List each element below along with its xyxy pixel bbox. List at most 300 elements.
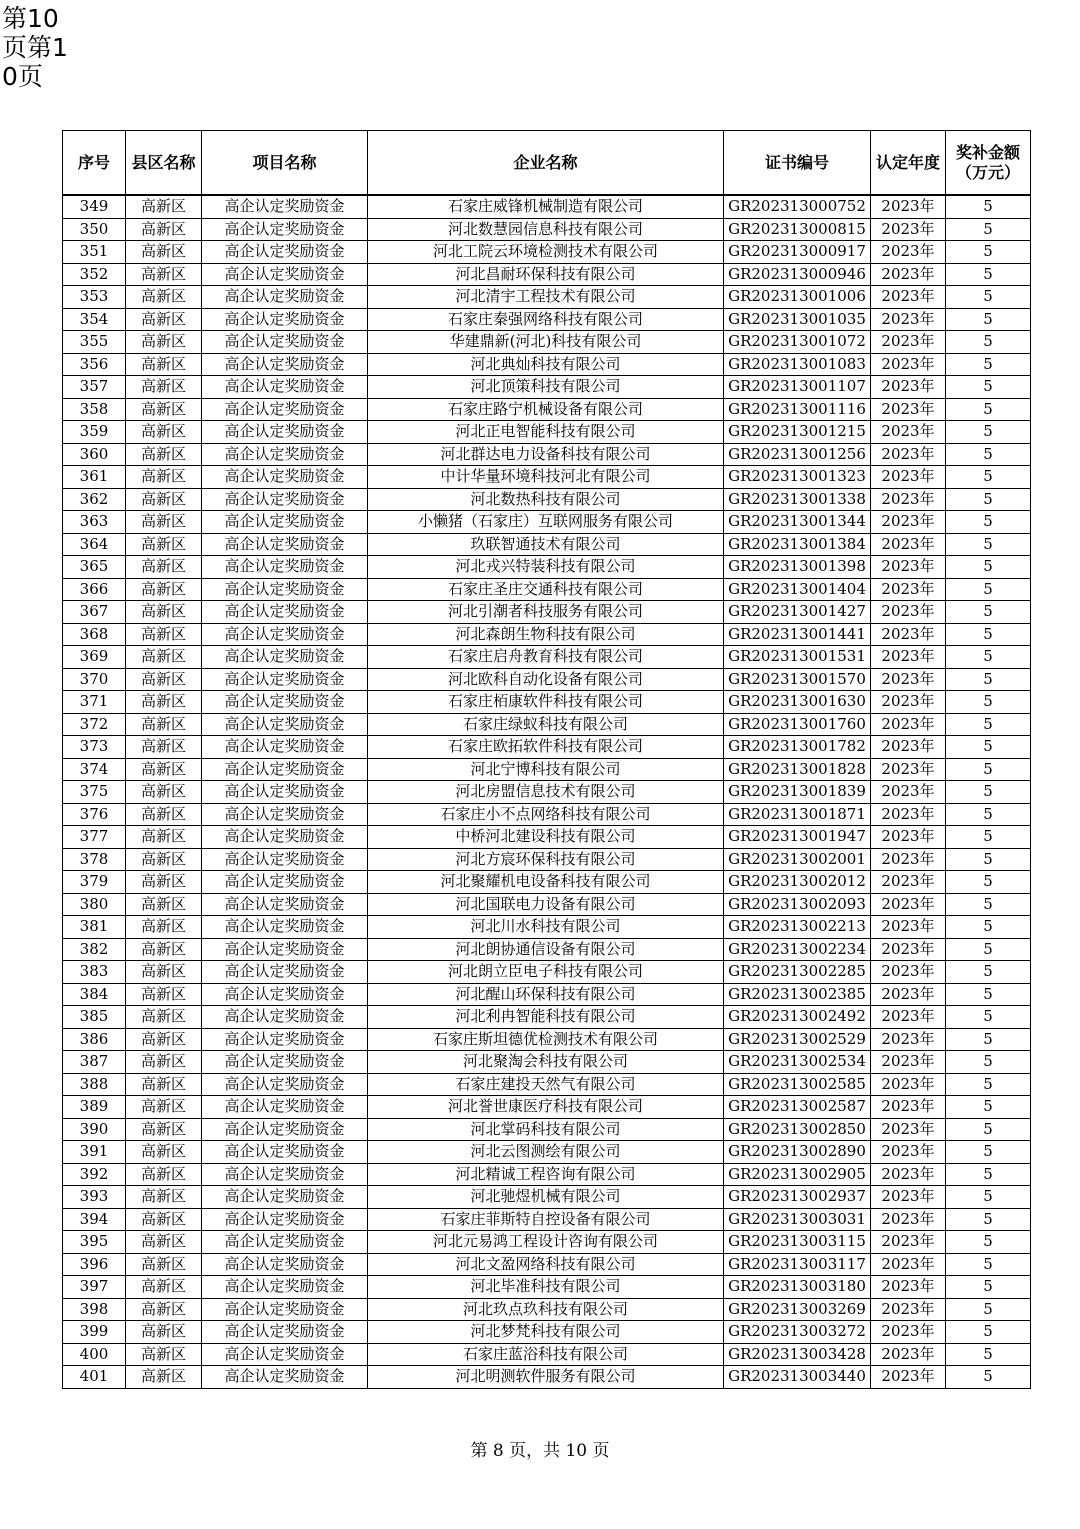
cell-year: 2023年 — [871, 1208, 946, 1231]
cell-seq: 356 — [63, 353, 126, 376]
cell-project: 高企认定奖励资金 — [202, 1141, 368, 1164]
cell-amount: 5 — [946, 195, 1031, 218]
cell-seq: 368 — [63, 623, 126, 646]
cell-county: 高新区 — [126, 1028, 202, 1051]
cell-amount: 5 — [946, 1321, 1031, 1344]
table-row — [63, 781, 1031, 804]
cell-county: 高新区 — [126, 263, 202, 286]
cell-year: 2023年 — [871, 983, 946, 1006]
cell-cert: GR202313002534 — [724, 1051, 871, 1074]
cell-amount: 5 — [946, 331, 1031, 354]
cell-seq: 387 — [63, 1051, 126, 1074]
cell-cert: GR202313002213 — [724, 916, 871, 939]
table-row — [63, 488, 1031, 511]
table-row — [63, 308, 1031, 331]
cell-company: 河北玖点玖科技有限公司 — [368, 1298, 724, 1321]
cell-seq: 393 — [63, 1186, 126, 1209]
cell-company: 河北宁博科技有限公司 — [368, 758, 724, 781]
cell-project: 高企认定奖励资金 — [202, 916, 368, 939]
cell-county: 高新区 — [126, 961, 202, 984]
cell-company: 河北誉世康医疗科技有限公司 — [368, 1096, 724, 1119]
cell-county: 高新区 — [126, 443, 202, 466]
cell-company: 河北朗协通信设备有限公司 — [368, 938, 724, 961]
cell-seq: 351 — [63, 241, 126, 264]
cell-company: 石家庄启舟教育科技有限公司 — [368, 646, 724, 669]
cell-county: 高新区 — [126, 1163, 202, 1186]
cell-amount: 5 — [946, 691, 1031, 714]
table-header-row — [63, 131, 1031, 196]
cell-year: 2023年 — [871, 533, 946, 556]
cell-year: 2023年 — [871, 1163, 946, 1186]
cell-county: 高新区 — [126, 1298, 202, 1321]
cell-county: 高新区 — [126, 1343, 202, 1366]
cell-project: 高企认定奖励资金 — [202, 1208, 368, 1231]
cell-amount: 5 — [946, 871, 1031, 894]
cell-company: 河北聚耀机电设备科技有限公司 — [368, 871, 724, 894]
cell-seq: 395 — [63, 1231, 126, 1254]
cell-amount: 5 — [946, 601, 1031, 624]
cell-county: 高新区 — [126, 218, 202, 241]
cell-seq: 399 — [63, 1321, 126, 1344]
cell-county: 高新区 — [126, 1231, 202, 1254]
cell-year: 2023年 — [871, 758, 946, 781]
cell-cert: GR202313002587 — [724, 1096, 871, 1119]
cell-seq: 396 — [63, 1253, 126, 1276]
cell-year: 2023年 — [871, 286, 946, 309]
cell-company: 小懒猪（石家庄）互联网服务有限公司 — [368, 511, 724, 534]
cell-year: 2023年 — [871, 398, 946, 421]
cell-project: 高企认定奖励资金 — [202, 961, 368, 984]
table-row — [63, 623, 1031, 646]
cell-cert: GR202313001338 — [724, 488, 871, 511]
cell-amount: 5 — [946, 646, 1031, 669]
cell-cert: GR202313001384 — [724, 533, 871, 556]
cell-cert: GR202313001441 — [724, 623, 871, 646]
cell-county: 高新区 — [126, 398, 202, 421]
cell-cert: GR202313001947 — [724, 826, 871, 849]
cell-year: 2023年 — [871, 263, 946, 286]
cell-seq: 367 — [63, 601, 126, 624]
cell-seq: 375 — [63, 781, 126, 804]
table-row — [63, 1006, 1031, 1029]
cell-year: 2023年 — [871, 443, 946, 466]
cell-year: 2023年 — [871, 1118, 946, 1141]
cell-project: 高企认定奖励资金 — [202, 1096, 368, 1119]
cell-seq: 359 — [63, 421, 126, 444]
cell-cert: GR202313002585 — [724, 1073, 871, 1096]
cell-seq: 366 — [63, 578, 126, 601]
cell-seq: 380 — [63, 893, 126, 916]
cell-company: 河北掌码科技有限公司 — [368, 1118, 724, 1141]
cell-year: 2023年 — [871, 421, 946, 444]
table-row — [63, 376, 1031, 399]
cell-project: 高企认定奖励资金 — [202, 533, 368, 556]
cell-cert: GR202313002890 — [724, 1141, 871, 1164]
table-row — [63, 893, 1031, 916]
cell-amount: 5 — [946, 1096, 1031, 1119]
cell-seq: 390 — [63, 1118, 126, 1141]
table-row — [63, 803, 1031, 826]
cell-amount: 5 — [946, 1051, 1031, 1074]
cell-year: 2023年 — [871, 691, 946, 714]
cell-company: 河北元易鸿工程设计咨询有限公司 — [368, 1231, 724, 1254]
cell-cert: GR202313002937 — [724, 1186, 871, 1209]
cell-amount: 5 — [946, 398, 1031, 421]
cell-company: 石家庄欧拓软件科技有限公司 — [368, 736, 724, 759]
cell-year: 2023年 — [871, 803, 946, 826]
cell-project: 高企认定奖励资金 — [202, 713, 368, 736]
cell-cert: GR202313003031 — [724, 1208, 871, 1231]
cell-seq: 398 — [63, 1298, 126, 1321]
cell-seq: 385 — [63, 1006, 126, 1029]
cell-year: 2023年 — [871, 1051, 946, 1074]
table-row — [63, 511, 1031, 534]
table-row — [63, 1163, 1031, 1186]
cell-seq: 364 — [63, 533, 126, 556]
page-corner-label: 第10页第10页 — [2, 4, 68, 91]
cell-county: 高新区 — [126, 826, 202, 849]
cell-cert: GR202313001072 — [724, 331, 871, 354]
cell-project: 高企认定奖励资金 — [202, 308, 368, 331]
cell-year: 2023年 — [871, 218, 946, 241]
cell-seq: 360 — [63, 443, 126, 466]
cell-amount: 5 — [946, 938, 1031, 961]
cell-seq: 365 — [63, 556, 126, 579]
cell-cert: GR202313001215 — [724, 421, 871, 444]
cell-year: 2023年 — [871, 488, 946, 511]
cell-amount: 5 — [946, 1141, 1031, 1164]
cell-project: 高企认定奖励资金 — [202, 488, 368, 511]
cell-amount: 5 — [946, 533, 1031, 556]
page-footer: 第 8 页，共 10 页 — [470, 1441, 610, 1461]
cell-seq: 369 — [63, 646, 126, 669]
cell-project: 高企认定奖励资金 — [202, 1298, 368, 1321]
cell-county: 高新区 — [126, 758, 202, 781]
header-year: 认定年度 — [871, 131, 946, 196]
cell-amount: 5 — [946, 1253, 1031, 1276]
cell-project: 高企认定奖励资金 — [202, 781, 368, 804]
header-project: 项目名称 — [202, 131, 368, 196]
cell-project: 高企认定奖励资金 — [202, 443, 368, 466]
cell-seq: 381 — [63, 916, 126, 939]
cell-year: 2023年 — [871, 668, 946, 691]
cell-project: 高企认定奖励资金 — [202, 398, 368, 421]
cell-county: 高新区 — [126, 376, 202, 399]
cell-amount: 5 — [946, 353, 1031, 376]
cell-year: 2023年 — [871, 871, 946, 894]
cell-year: 2023年 — [871, 736, 946, 759]
cell-county: 高新区 — [126, 1321, 202, 1344]
cell-company: 河北利冉智能科技有限公司 — [368, 1006, 724, 1029]
cell-county: 高新区 — [126, 1141, 202, 1164]
cell-cert: GR202313002385 — [724, 983, 871, 1006]
table-row — [63, 668, 1031, 691]
cell-amount: 5 — [946, 983, 1031, 1006]
cell-year: 2023年 — [871, 713, 946, 736]
cell-county: 高新区 — [126, 646, 202, 669]
cell-project: 高企认定奖励资金 — [202, 1366, 368, 1389]
cell-company: 河北清宇工程技术有限公司 — [368, 286, 724, 309]
cell-amount: 5 — [946, 556, 1031, 579]
cell-cert: GR202313001116 — [724, 398, 871, 421]
cell-project: 高企认定奖励资金 — [202, 1253, 368, 1276]
cell-seq: 376 — [63, 803, 126, 826]
table-row — [63, 601, 1031, 624]
table-row — [63, 1321, 1031, 1344]
cell-year: 2023年 — [871, 308, 946, 331]
header-amount: 奖补金额（万元） — [946, 131, 1031, 196]
cell-project: 高企认定奖励资金 — [202, 758, 368, 781]
cell-amount: 5 — [946, 466, 1031, 489]
cell-county: 高新区 — [126, 578, 202, 601]
cell-year: 2023年 — [871, 466, 946, 489]
cell-seq: 382 — [63, 938, 126, 961]
cell-cert: GR202313002492 — [724, 1006, 871, 1029]
cell-project: 高企认定奖励资金 — [202, 218, 368, 241]
cell-cert: GR202313001344 — [724, 511, 871, 534]
cell-project: 高企认定奖励资金 — [202, 1163, 368, 1186]
cell-cert: GR202313001871 — [724, 803, 871, 826]
cell-project: 高企认定奖励资金 — [202, 826, 368, 849]
cell-cert: GR202313001427 — [724, 601, 871, 624]
cell-cert: GR202313001839 — [724, 781, 871, 804]
cell-company: 河北数慧园信息科技有限公司 — [368, 218, 724, 241]
table-row — [63, 466, 1031, 489]
cell-county: 高新区 — [126, 241, 202, 264]
cell-amount: 5 — [946, 781, 1031, 804]
cell-cert: GR202313002001 — [724, 848, 871, 871]
cell-company: 河北顶策科技有限公司 — [368, 376, 724, 399]
cell-amount: 5 — [946, 1208, 1031, 1231]
cell-project: 高企认定奖励资金 — [202, 1073, 368, 1096]
table-row — [63, 646, 1031, 669]
table-row — [63, 1118, 1031, 1141]
cell-year: 2023年 — [871, 241, 946, 264]
cell-amount: 5 — [946, 713, 1031, 736]
cell-seq: 392 — [63, 1163, 126, 1186]
cell-company: 河北朗立臣电子科技有限公司 — [368, 961, 724, 984]
table-row — [63, 691, 1031, 714]
cell-project: 高企认定奖励资金 — [202, 1321, 368, 1344]
cell-company: 石家庄威锋机械制造有限公司 — [368, 195, 724, 218]
cell-seq: 353 — [63, 286, 126, 309]
cell-project: 高企认定奖励资金 — [202, 983, 368, 1006]
cell-amount: 5 — [946, 1276, 1031, 1299]
cell-seq: 400 — [63, 1343, 126, 1366]
cell-county: 高新区 — [126, 781, 202, 804]
cell-project: 高企认定奖励资金 — [202, 1231, 368, 1254]
cell-amount: 5 — [946, 1366, 1031, 1389]
header-company: 企业名称 — [368, 131, 724, 196]
cell-cert: GR202313001531 — [724, 646, 871, 669]
cell-year: 2023年 — [871, 1321, 946, 1344]
cell-seq: 386 — [63, 1028, 126, 1051]
cell-amount: 5 — [946, 1028, 1031, 1051]
cell-cert: GR202313001083 — [724, 353, 871, 376]
cell-amount: 5 — [946, 736, 1031, 759]
cell-seq: 377 — [63, 826, 126, 849]
cell-company: 河北梦梵科技有限公司 — [368, 1321, 724, 1344]
cell-year: 2023年 — [871, 826, 946, 849]
cell-amount: 5 — [946, 826, 1031, 849]
cell-cert: GR202313001006 — [724, 286, 871, 309]
cell-cert: GR202313003115 — [724, 1231, 871, 1254]
cell-county: 高新区 — [126, 421, 202, 444]
cell-county: 高新区 — [126, 736, 202, 759]
table-row — [63, 578, 1031, 601]
cell-amount: 5 — [946, 511, 1031, 534]
cell-cert: GR202313001398 — [724, 556, 871, 579]
cell-company: 石家庄路宁机械设备有限公司 — [368, 398, 724, 421]
cell-year: 2023年 — [871, 1343, 946, 1366]
cell-project: 高企认定奖励资金 — [202, 871, 368, 894]
cell-amount: 5 — [946, 1006, 1031, 1029]
cell-project: 高企认定奖励资金 — [202, 668, 368, 691]
cell-year: 2023年 — [871, 1276, 946, 1299]
cell-company: 河北文盈网络科技有限公司 — [368, 1253, 724, 1276]
cell-year: 2023年 — [871, 1141, 946, 1164]
cell-county: 高新区 — [126, 466, 202, 489]
cell-seq: 370 — [63, 668, 126, 691]
cell-cert: GR202313001570 — [724, 668, 871, 691]
cell-cert: GR202313001404 — [724, 578, 871, 601]
cell-county: 高新区 — [126, 601, 202, 624]
cell-cert: GR202313001256 — [724, 443, 871, 466]
cell-year: 2023年 — [871, 1096, 946, 1119]
cell-seq: 352 — [63, 263, 126, 286]
cell-cert: GR202313001107 — [724, 376, 871, 399]
award-table — [62, 130, 1031, 1389]
table-row — [63, 241, 1031, 264]
cell-company: 中计华量环境科技河北有限公司 — [368, 466, 724, 489]
cell-company: 石家庄绿蚁科技有限公司 — [368, 713, 724, 736]
cell-project: 高企认定奖励资金 — [202, 556, 368, 579]
table-row — [63, 556, 1031, 579]
cell-project: 高企认定奖励资金 — [202, 1028, 368, 1051]
cell-year: 2023年 — [871, 848, 946, 871]
cell-amount: 5 — [946, 488, 1031, 511]
cell-project: 高企认定奖励资金 — [202, 421, 368, 444]
cell-county: 高新区 — [126, 983, 202, 1006]
cell-cert: GR202313003428 — [724, 1343, 871, 1366]
cell-cert: GR202313002850 — [724, 1118, 871, 1141]
cell-project: 高企认定奖励资金 — [202, 1051, 368, 1074]
cell-project: 高企认定奖励资金 — [202, 286, 368, 309]
cell-cert: GR202313000946 — [724, 263, 871, 286]
cell-seq: 372 — [63, 713, 126, 736]
table-row — [63, 1253, 1031, 1276]
cell-amount: 5 — [946, 1163, 1031, 1186]
cell-amount: 5 — [946, 668, 1031, 691]
table-row — [63, 1141, 1031, 1164]
cell-seq: 384 — [63, 983, 126, 1006]
table-body — [63, 195, 1031, 1388]
cell-cert: GR202313002905 — [724, 1163, 871, 1186]
cell-year: 2023年 — [871, 331, 946, 354]
table-row — [63, 871, 1031, 894]
cell-company: 河北方宸环保科技有限公司 — [368, 848, 724, 871]
cell-amount: 5 — [946, 443, 1031, 466]
cell-county: 高新区 — [126, 331, 202, 354]
cell-company: 河北驰煜机械有限公司 — [368, 1186, 724, 1209]
cell-county: 高新区 — [126, 713, 202, 736]
cell-company: 河北欧科自动化设备有限公司 — [368, 668, 724, 691]
table-row — [63, 848, 1031, 871]
cell-project: 高企认定奖励资金 — [202, 803, 368, 826]
cell-seq: 388 — [63, 1073, 126, 1096]
cell-project: 高企认定奖励资金 — [202, 466, 368, 489]
cell-year: 2023年 — [871, 353, 946, 376]
cell-county: 高新区 — [126, 668, 202, 691]
cell-company: 河北引潮者科技服务有限公司 — [368, 601, 724, 624]
cell-year: 2023年 — [871, 578, 946, 601]
cell-county: 高新区 — [126, 1073, 202, 1096]
cell-seq: 373 — [63, 736, 126, 759]
cell-seq: 379 — [63, 871, 126, 894]
cell-cert: GR202313002012 — [724, 871, 871, 894]
cell-project: 高企认定奖励资金 — [202, 1186, 368, 1209]
cell-cert: GR202313003269 — [724, 1298, 871, 1321]
cell-amount: 5 — [946, 308, 1031, 331]
cell-company: 河北聚淘会科技有限公司 — [368, 1051, 724, 1074]
cell-company: 河北正电智能科技有限公司 — [368, 421, 724, 444]
table-row — [63, 353, 1031, 376]
table-row — [63, 1276, 1031, 1299]
table-row — [63, 758, 1031, 781]
cell-year: 2023年 — [871, 623, 946, 646]
cell-amount: 5 — [946, 1186, 1031, 1209]
cell-year: 2023年 — [871, 1028, 946, 1051]
table-row — [63, 331, 1031, 354]
cell-amount: 5 — [946, 893, 1031, 916]
cell-seq: 354 — [63, 308, 126, 331]
cell-amount: 5 — [946, 916, 1031, 939]
cell-company: 玖联智通技术有限公司 — [368, 533, 724, 556]
table-row — [63, 713, 1031, 736]
cell-company: 河北醒山环保科技有限公司 — [368, 983, 724, 1006]
cell-county: 高新区 — [126, 893, 202, 916]
cell-seq: 394 — [63, 1208, 126, 1231]
cell-year: 2023年 — [871, 195, 946, 218]
cell-project: 高企认定奖励资金 — [202, 601, 368, 624]
cell-amount: 5 — [946, 241, 1031, 264]
cell-cert: GR202313003180 — [724, 1276, 871, 1299]
cell-cert: GR202313000917 — [724, 241, 871, 264]
cell-seq: 363 — [63, 511, 126, 534]
cell-company: 河北昌耐环保科技有限公司 — [368, 263, 724, 286]
cell-seq: 362 — [63, 488, 126, 511]
cell-cert: GR202313000815 — [724, 218, 871, 241]
cell-project: 高企认定奖励资金 — [202, 646, 368, 669]
cell-project: 高企认定奖励资金 — [202, 578, 368, 601]
table-row — [63, 1343, 1031, 1366]
cell-company: 河北精诚工程咨询有限公司 — [368, 1163, 724, 1186]
cell-cert: GR202313001782 — [724, 736, 871, 759]
cell-company: 石家庄建投天然气有限公司 — [368, 1073, 724, 1096]
cell-cert: GR202313003272 — [724, 1321, 871, 1344]
cell-county: 高新区 — [126, 286, 202, 309]
cell-county: 高新区 — [126, 353, 202, 376]
cell-amount: 5 — [946, 623, 1031, 646]
cell-amount: 5 — [946, 1073, 1031, 1096]
cell-county: 高新区 — [126, 803, 202, 826]
cell-county: 高新区 — [126, 533, 202, 556]
cell-seq: 391 — [63, 1141, 126, 1164]
table-row — [63, 961, 1031, 984]
cell-company: 河北国联电力设备有限公司 — [368, 893, 724, 916]
cell-cert: GR202313001630 — [724, 691, 871, 714]
cell-county: 高新区 — [126, 871, 202, 894]
